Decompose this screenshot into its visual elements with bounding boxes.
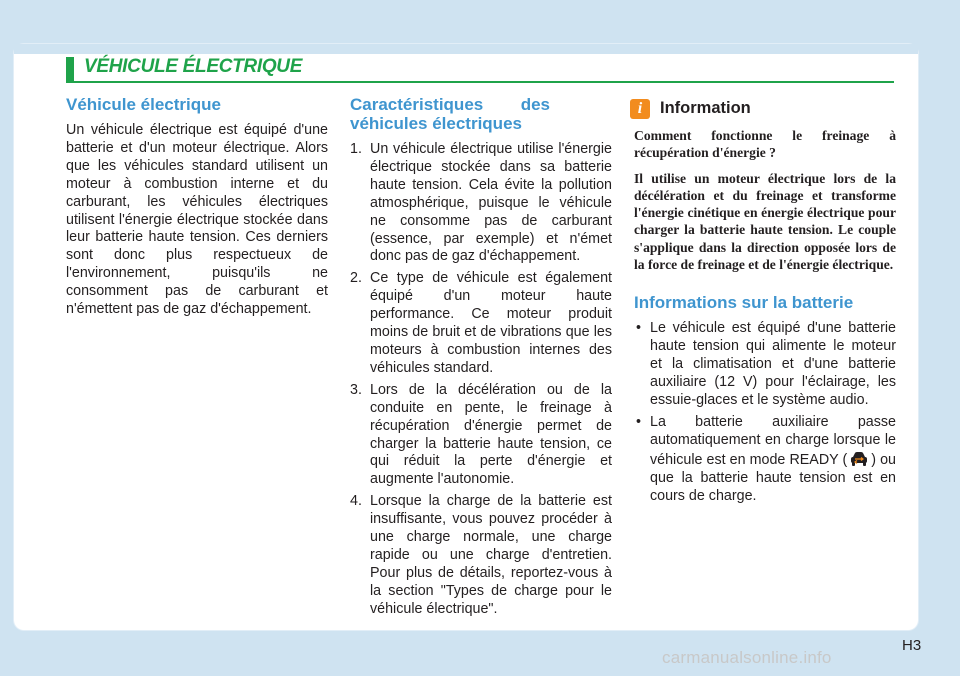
list-item: [350, 141, 612, 266]
list-item: [350, 382, 612, 489]
list-text: Lors de la décélération ou de la conduite en pente, le freinage à récupération d'énergie permet de charger la batterie haute tension, ce qui réduit la perte d'énergie et augmente l'autonomie.: [370, 381, 612, 488]
heading-ev: Véhicule électrique: [66, 95, 221, 114]
watermark: carmanualsonline.info: [662, 648, 832, 667]
info-box: [634, 127, 896, 273]
list-text: Ce type de véhicule est également équipé d'un moteur haute performance. Ce moteur produit moins de bruit et de vibrations que les moteurs à combustion internes des véhicules standard.: [370, 270, 612, 376]
list-item: [634, 320, 896, 410]
info-answer: Il utilise un moteur électrique lors de la décélération et du freinage et transforme l'énergie cinétique en énergie électrique pour charger la batterie haute tension. Le couple s'applique dans la direction opposée lors de la force de freinage et de l'énergie électrique.: [634, 170, 896, 273]
section-title: VÉHICULE ÉLECTRIQUE: [84, 56, 303, 77]
list-number: 1.: [350, 141, 362, 157]
ev-intro-paragraph: Un véhicule électrique est équipé d'une batterie et d'un moteur électrique. Alors que les véhicules standard utilisent un moteur à combustion interne et du carburant, les véhicules électriques utilisent l'énergie électrique stockée dans leur batterie haute tension. Ces derniers sont donc plus respectueux de l'environnement, puisqu'ils ne consomment pas de carburant et n'émettent pas de gaz d'échappement.: [66, 122, 328, 318]
heading-features: Caractéristiques des véhicules électriques: [350, 95, 550, 133]
header-accent-bar: [66, 57, 74, 81]
bullet-dot: •: [636, 413, 642, 430]
column-ev-features: [350, 95, 612, 623]
ready-car-icon: [849, 450, 869, 467]
ready-text-after: ) ou que la batterie haute tension est en cours de charge.: [650, 451, 897, 504]
battery-list: [634, 320, 896, 505]
list-number: 3.: [350, 381, 362, 398]
info-question: Comment fonctionne le freinage à récupération d'énergie ?: [634, 128, 896, 161]
page-number: H3: [902, 637, 922, 654]
heading-battery: Informations sur la batterie: [634, 293, 854, 313]
ready-text-before: La batterie auxiliaire passe automatiquement en charge lorsque le véhicule est en mode READY (: [650, 413, 896, 468]
column-info: [634, 95, 896, 509]
list-text: Un véhicule électrique utilise l'énergie électrique stockée dans sa batterie haute tension. Cela évite la pollution atmosphérique, puisque le véhicule ne consomme pas de carburant (essence, par exemple) et n'émet donc pas de gaz d'échappement.: [370, 141, 612, 265]
bullet-dot: •: [636, 320, 642, 337]
list-text: Le véhicule est équipé d'une batterie haute tension qui alimente le moteur et la climatisation et d'une batterie auxiliaire (12 V) pour l'éclairage, les essuie-glaces et le système audio.: [650, 320, 896, 408]
list-text: [650, 414, 896, 506]
info-icon: i: [630, 99, 650, 119]
features-list: [350, 141, 612, 619]
list-item: [634, 414, 896, 506]
list-item: [350, 270, 612, 377]
list-number: 4.: [350, 493, 362, 510]
header-rule: [66, 81, 894, 83]
info-header: [630, 99, 896, 119]
top-band: [14, 44, 918, 54]
list-number: 2.: [350, 270, 362, 287]
list-text: Lorsque la charge de la batterie est insuffisante, vous pouvez procéder à une charge normale, une charge rapide ou une charge d'entretien. Pour plus de détails, reportez-vous à la section "Types de charge pour le véhicule électrique".: [370, 493, 612, 617]
list-item: [350, 493, 612, 618]
info-title: Information: [660, 99, 751, 118]
column-ev-intro: [66, 95, 328, 319]
